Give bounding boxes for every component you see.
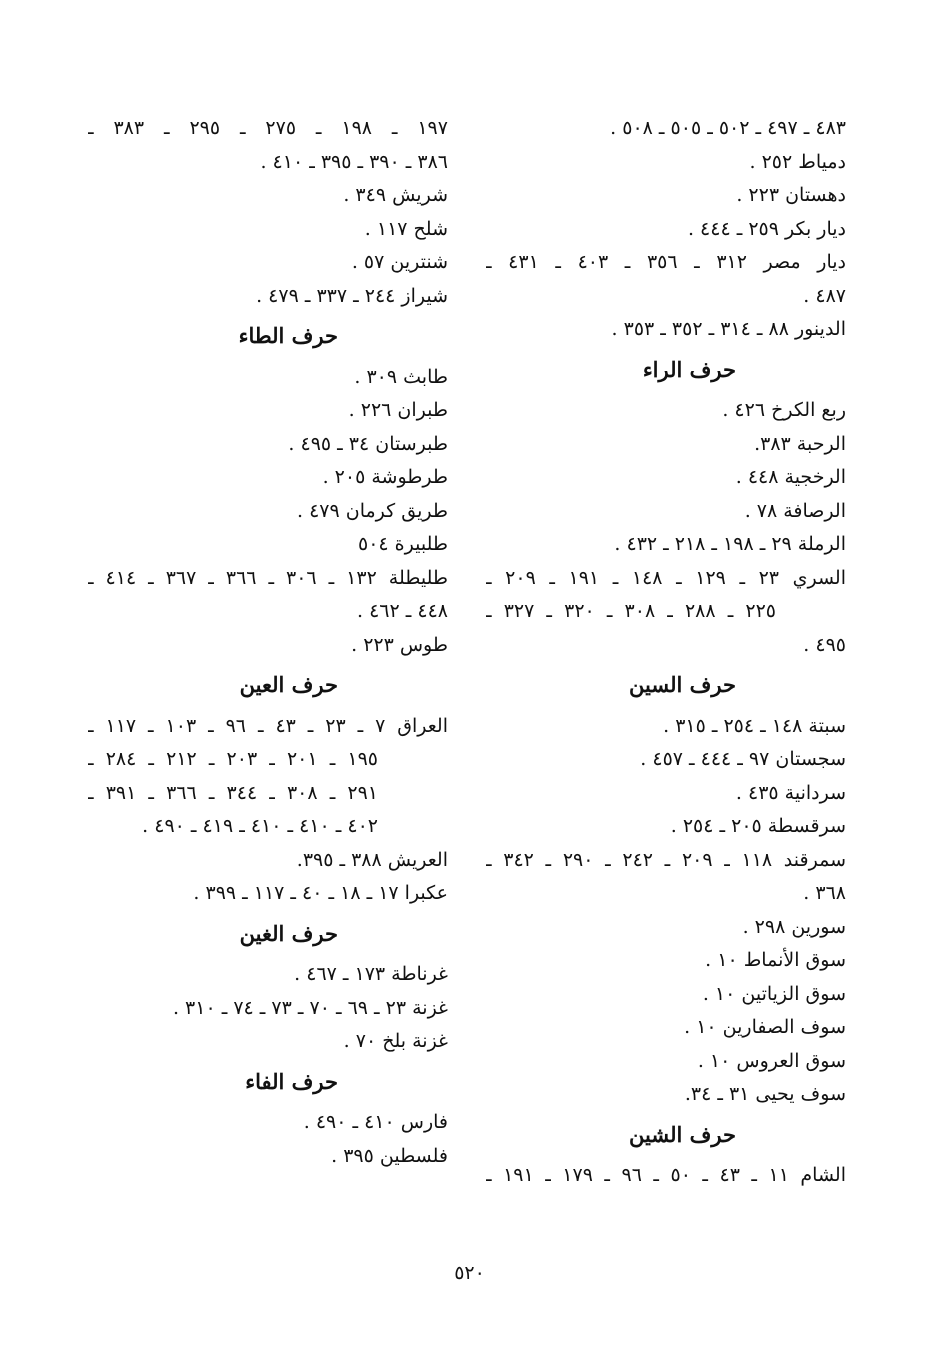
index-entry: ٣٨٦ ـ ٣٩٠ ـ ٣٩٥ ـ ٤١٠ . bbox=[260, 150, 448, 173]
index-entry: ٢٩١ ـ ٣٠٨ ـ ٣٤٤ ـ ٣٦٦ ـ ٣٩١ ـ bbox=[88, 781, 378, 804]
index-entry: سوق العروس ١٠ . bbox=[697, 1049, 846, 1072]
page-number: ٥٢٠ bbox=[454, 1262, 485, 1284]
section-heading: حرف العين bbox=[239, 672, 338, 697]
index-entry: الشام ١١ ـ ٤٣ ـ ٥٠ ـ ٩٦ ـ ١٧٩ ـ ١٩١ ـ bbox=[486, 1164, 846, 1186]
index-entry: العريش ٣٨٨ ـ ٣٩٥. bbox=[296, 848, 448, 871]
index-entry: طريق كرمان ٤٧٩ . bbox=[297, 499, 448, 522]
index-entry: ٣٦٨ . bbox=[803, 882, 846, 904]
index-entry: ٤٤٨ ـ ٤٦٢ . bbox=[357, 600, 448, 622]
section-heading: حرف الطاء bbox=[238, 323, 338, 348]
index-entry: فلسطين ٣٩٥ . bbox=[331, 1144, 448, 1167]
index-entry: الرخجية ٤٤٨ . bbox=[735, 466, 846, 488]
index-entry: طبرستان ٣٤ ـ ٤٩٥ . bbox=[288, 432, 448, 455]
index-entry: سمرقند ١١٨ ـ ٢٠٩ ـ ٢٤٢ ـ ٢٩٠ ـ ٣٤٢ ـ bbox=[486, 848, 846, 871]
index-entry: شريش ٣٤٩ . bbox=[343, 184, 448, 206]
index-entry: شيراز ٢٤٤ ـ ٣٣٧ ـ ٤٧٩ . bbox=[256, 284, 448, 307]
index-entry: الرحبة ٣٨٣. bbox=[754, 432, 846, 455]
section-heading: حرف الفاء bbox=[245, 1068, 338, 1094]
index-entry: دهستان ٢٢٣ . bbox=[736, 184, 846, 206]
index-entry: ربع الكرخ ٤٢٦ . bbox=[722, 399, 846, 421]
right-column bbox=[486, 112, 846, 1193]
index-entry: غزنة ٢٣ ـ ٦٩ ـ ٧٠ ـ ٧٣ ـ ٧٤ ـ ٣١٠ . bbox=[172, 996, 448, 1019]
index-entry: ١٩٥ ـ ٢٠١ ـ ٢٠٣ ـ ٢١٢ ـ ٢٨٤ ـ bbox=[88, 748, 378, 770]
index-entry: ديار بكر ٢٥٩ ـ ٤٤٤ . bbox=[687, 217, 846, 240]
index-entry: سجستان ٩٧ ـ ٤٤٤ ـ ٤٥٧ . bbox=[640, 748, 846, 770]
index-entry: غرناطة ١٧٣ ـ ٤٦٧ . bbox=[294, 963, 448, 985]
index-entry: الرملة ٢٩ ـ ١٩٨ ـ ٢١٨ ـ ٤٣٢ . bbox=[614, 533, 846, 555]
index-entry: العراق ٧ ـ ٢٣ ـ ٤٣ ـ ٩٦ ـ ١٠٣ ـ ١١٧ ـ bbox=[88, 714, 448, 737]
index-entry: ٤٨٣ ـ ٤٩٧ ـ ٥٠٢ ـ ٥٠٥ ـ ٥٠٨ . bbox=[610, 117, 846, 139]
index-entry: شلح ١١٧ . bbox=[364, 217, 448, 240]
index-entry: ٤٠٢ ـ ٤١٠ ـ ٤١٠ ـ ٤١٩ ـ ٤٩٠ . bbox=[142, 815, 378, 837]
index-entry: طبران ٢٢٦ . bbox=[348, 399, 448, 421]
index-entry: طليطلة ١٣٢ ـ ٣٠٦ ـ ٣٦٦ ـ ٣٦٧ ـ ٤١٤ ـ bbox=[88, 566, 448, 589]
index-entry: السري ٢٣ ـ ١٢٩ ـ ١٤٨ ـ ١٩١ ـ ٢٠٩ ـ bbox=[486, 566, 846, 589]
index-entry: شنترين ٥٧ . bbox=[351, 251, 448, 273]
index-entry: سوف يحيى ٣١ ـ ٣٤. bbox=[684, 1083, 846, 1105]
index-entry: سوق الزياتين ١٠ . bbox=[702, 982, 846, 1005]
index-entry: سرقسطة ٢٠٥ ـ ٢٥٤ . bbox=[670, 815, 846, 837]
index-entry: طابث ٣٠٩ . bbox=[354, 365, 448, 388]
index-entry: الرصافة ٧٨ . bbox=[744, 499, 846, 522]
index-entry: ديار مصر ٣١٢ ـ ٣٥٦ ـ ٤٠٣ ـ ٤٣١ ـ bbox=[486, 251, 846, 273]
index-entry: سوف الصفارين ١٠ . bbox=[684, 1016, 846, 1038]
section-heading: حرف السين bbox=[629, 672, 736, 697]
index-entry: طلبيرة ٥٠٤ bbox=[358, 533, 448, 555]
index-entry: ٤٩٥ . bbox=[803, 633, 846, 656]
index-entry: سورين ٢٩٨ . bbox=[742, 915, 846, 938]
index-entry: ١٩٧ ـ ١٩٨ ـ ٢٧٥ ـ ٢٩٥ ـ ٣٨٣ ـ bbox=[88, 117, 448, 139]
section-heading: حرف الشين bbox=[629, 1121, 736, 1147]
index-entry: سوق الأنماط ١٠ . bbox=[705, 949, 846, 971]
index-entry: دمياط ٢٥٢ . bbox=[749, 150, 846, 173]
section-heading: حرف الراء bbox=[642, 356, 736, 382]
left-column bbox=[88, 112, 448, 1173]
section-heading: حرف الغين bbox=[239, 920, 338, 946]
index-entry: طرطوشة ٢٠٥ . bbox=[322, 466, 448, 488]
index-entry: سردانية ٤٣٥ . bbox=[735, 781, 846, 804]
index-entry: سبتة ١٤٨ ـ ٢٥٤ ـ ٣١٥ . bbox=[663, 714, 846, 737]
index-entry: فارس ٤١٠ ـ ٤٩٠ . bbox=[303, 1111, 448, 1133]
index-entry: الدينور ٨٨ ـ ٣١٤ ـ ٣٥٢ ـ ٣٥٣ . bbox=[611, 318, 846, 340]
index-entry: ٤٨٧ . bbox=[803, 284, 846, 307]
index-entry: غزنة بلخ ٧٠ . bbox=[343, 1030, 448, 1052]
index-entry: ٢٢٥ ـ ٢٨٨ ـ ٣٠٨ ـ ٣٢٠ ـ ٣٢٧ ـ bbox=[486, 600, 776, 622]
index-entry: طوس ٢٢٣ . bbox=[351, 633, 448, 656]
index-entry: عكبرا ١٧ ـ ١٨ ـ ٤٠ ـ ١١٧ ـ ٣٩٩ . bbox=[193, 882, 448, 904]
